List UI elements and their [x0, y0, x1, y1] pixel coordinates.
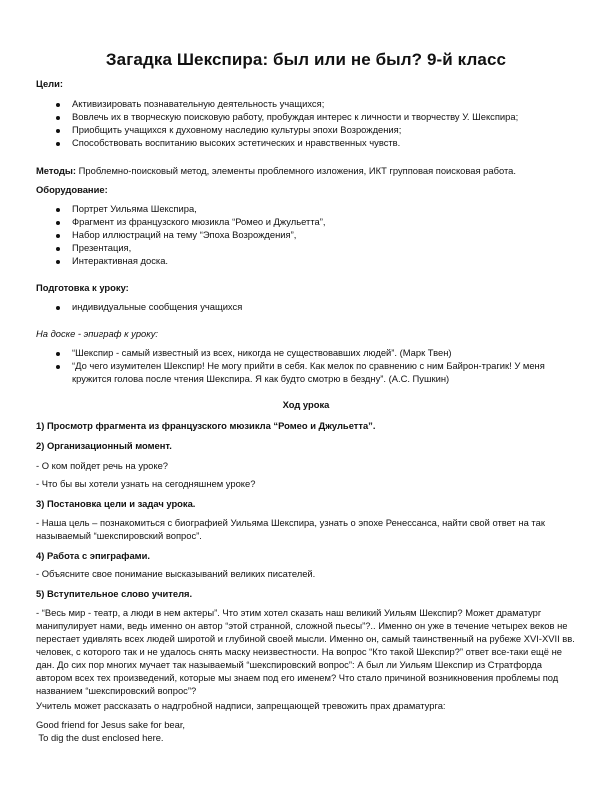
bullet-icon [56, 103, 60, 107]
step-2-heading: 2) Организационный момент. [36, 440, 172, 451]
epigraph-heading: На доске - эпиграф к уроку: [36, 328, 158, 339]
bullet-icon [56, 142, 60, 146]
list-item: Фрагмент из французского мюзикла “Ромео и Джульетта”, [72, 216, 326, 227]
step-2-question-1: - О ком пойдет речь на уроке? [36, 460, 169, 471]
methods-paragraph [36, 164, 516, 177]
bullet-icon [56, 365, 60, 369]
epitaph-line-1: Good friend for Jesus sake for bear, [36, 719, 186, 730]
step-2-question-2: - Что бы вы хотели узнать на сегодняшнем уроке? [36, 478, 256, 489]
bullet-icon [56, 247, 60, 251]
step-4-heading: 4) Работа с эпиграфами. [36, 550, 150, 561]
equipment-heading: Оборудование: [36, 184, 108, 195]
bullet-icon [56, 208, 60, 212]
list-item: Активизировать познавательную деятельность учащихся; [72, 98, 325, 109]
step-3-text: - Наша цель – познакомиться с биографией Уильяма Шекспира, узнать о эпохе Ренессанса, найти свой ответ на так называемый “шекспировский вопрос”. [36, 517, 545, 541]
methods-text: Проблемно-поисковый метод, элементы проблемного изложения, ИКТ групповая поисковая работа. [76, 165, 516, 176]
list-item: Портрет Уильяма Шекспира, [72, 203, 197, 214]
bullet-icon [56, 306, 60, 310]
step-5-text: - “Весь мир - театр, а люди в нем актеры”. Что этим хотел сказать наш великий Уильям Шекспир? Может драматург манипулирует нами, ведь именно он автор “этой странной, сложной пьесы”?.. Именно он уже в течение четырех веков не перестает удивлять всех людей широтой и глубиной своей мысли. Именно он, самый таинственный на рубеже XVI-XVII вв. человек, с которого так и не удалось снять маску неизвестности. На вопрос “Кто такой Шекспир?” ответ все-таки ещё не дан. До сих пор многих мучает так называемый “шекспировский вопрос”: А был ли Уильям Шекспир из Стратфорда автором всех тех произведений, которые мы знаем под его именем? Что стало причиной возникновения проблемы под названием “шекспировский вопрос”? [36, 607, 575, 696]
preparation-heading: Подготовка к уроку: [36, 282, 129, 293]
list-item: “Шекспир - самый известный из всех, никогда не существовавших людей”. (Марк Твен) [72, 347, 452, 358]
step-5-heading: 5) Вступительное слово учителя. [36, 588, 193, 599]
goals-heading: Цели: [36, 78, 64, 89]
methods-label: Методы: [36, 165, 77, 176]
list-item: Приобщить учащихся к духовному наследию культуры эпохи Возрождения; [72, 124, 402, 135]
lesson-heading: Ход урока [282, 399, 330, 410]
bullet-icon [56, 221, 60, 225]
bullet-icon [56, 116, 60, 120]
teacher-note: Учитель может рассказать о надгробной надписи, запрещающей тревожить прах драматурга: [36, 700, 446, 711]
bullet-icon [56, 352, 60, 356]
list-item: Способствовать воспитанию высоких эстетических и нравственных чувств. [72, 137, 401, 148]
list-item: Вовлечь их в творческую поисковую работу, пробуждая интерес к личности и творчеству У. Шекспира; [72, 111, 519, 122]
list-item: Презентация, [72, 242, 132, 253]
list-item: Интерактивная доска. [72, 255, 169, 266]
bullet-icon [56, 260, 60, 264]
step-4-text: - Объясните свое понимание высказываний великих писателей. [36, 568, 316, 579]
list-item: “До чего изумителен Шекспир! Не могу прийти в себя. Как мелок по сравнению с ним Байрон-трагик! У меня кружится голова после чтения Шекспира. Я как будто смотрю в бездну”. (А.С. Пушкин) [72, 360, 545, 384]
list-item: Набор иллюстраций на тему “Эпоха Возрождения”, [72, 229, 297, 240]
page-title: Загадка Шекспира: был или не был? 9-й класс [105, 50, 507, 69]
step-3-heading: 3) Постановка цели и задач урока. [36, 498, 196, 509]
bullet-icon [56, 129, 60, 133]
bullet-icon [56, 234, 60, 238]
step-1-heading: 1) Просмотр фрагмента из французского мюзикла “Ромео и Джульетта”. [36, 420, 376, 431]
list-item: индивидуальные сообщения учащихся [72, 301, 243, 312]
epitaph-line-2: To dig the dust enclosed here. [36, 732, 164, 743]
